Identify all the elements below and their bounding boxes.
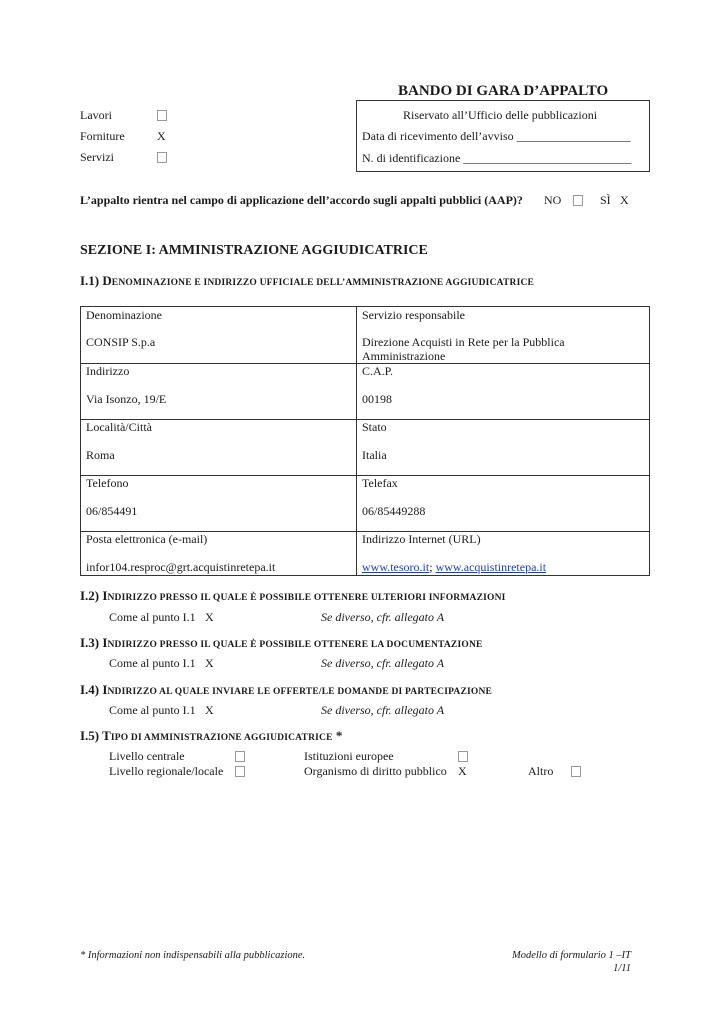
footer-note: * Informazioni non indispensabili alla pubblicazione. bbox=[80, 950, 306, 961]
i3-alternative-note: Se diverso, cfr. allegato A bbox=[321, 656, 445, 670]
subsection-heading-i2 bbox=[80, 588, 506, 604]
i5-title: IPO DI AMMINISTRAZIONE AGGIUDICATRICE bbox=[110, 733, 333, 743]
option-istituzioni-europee-label: Istituzioni europee bbox=[304, 749, 394, 763]
email-label: Posta elettronica (e-mail) bbox=[86, 532, 208, 546]
subsection-heading-i3 bbox=[80, 635, 483, 651]
form-model-label: Modello di formulario 1 –IT bbox=[511, 950, 631, 961]
indirizzo-label: Indirizzo bbox=[86, 364, 130, 378]
option-livello-regionale-label: Livello regionale/locale bbox=[109, 764, 224, 778]
i2-as-point-mark[interactable]: X bbox=[205, 610, 214, 624]
aap-question: L’appalto rientra nel campo di applicazione dell’accordo sugli appalti pubblici (AAP)? bbox=[80, 193, 523, 207]
checkbox-servizi[interactable] bbox=[157, 152, 167, 163]
i2-title: NDIRIZZO PRESSO IL QUALE È POSSIBILE OTTENERE ULTERIORI INFORMAZIONI bbox=[107, 593, 506, 603]
table-divider bbox=[356, 307, 357, 575]
checkbox-forniture-mark[interactable]: X bbox=[157, 129, 166, 143]
aap-no-checkbox[interactable] bbox=[573, 195, 583, 206]
servizio-label: Servizio responsabile bbox=[362, 308, 465, 322]
type-label-servizi: Servizi bbox=[80, 150, 114, 164]
stato-label: Stato bbox=[362, 420, 387, 434]
i3-title: NDIRIZZO PRESSO IL QUALE È POSSIBILE OTTENERE LA DOCUMENTAZIONE bbox=[107, 640, 483, 650]
i5-number: I.5) bbox=[80, 728, 103, 743]
receipt-date-field: Data di ricevimento dell’avviso ___________________ bbox=[362, 129, 631, 143]
page-number: 1/11 bbox=[613, 963, 631, 974]
subsection-heading-i4 bbox=[80, 682, 492, 698]
checkbox-organismo-mark[interactable]: X bbox=[458, 764, 467, 778]
i2-alternative-note: Se diverso, cfr. allegato A bbox=[321, 610, 445, 624]
telefax-label: Telefax bbox=[362, 476, 398, 490]
aap-no-label: NO bbox=[544, 193, 562, 207]
office-reserved-box bbox=[356, 100, 650, 172]
citta-value: Roma bbox=[86, 448, 115, 462]
i4-title: NDIRIZZO AL QUALE INVIARE LE OFFERTE/LE DOMANDE DI PARTECIPAZIONE bbox=[107, 687, 493, 697]
aap-si-label: SÌ bbox=[600, 193, 611, 207]
i4-alternative-note: Se diverso, cfr. allegato A bbox=[321, 703, 445, 717]
indirizzo-value: Via Isonzo, 19/E bbox=[86, 392, 167, 406]
url-label: Indirizzo Internet (URL) bbox=[362, 532, 481, 546]
checkbox-altro[interactable] bbox=[571, 766, 581, 777]
section-heading: SEZIONE I: AMMINISTRAZIONE AGGIUDICATRICE bbox=[80, 243, 428, 258]
i4-number: I.4) bbox=[80, 682, 103, 697]
checkbox-livello-regionale[interactable] bbox=[235, 766, 245, 777]
identification-number-field: N. di identificazione ____________________________ bbox=[362, 151, 632, 165]
i2-as-point-label: Come al punto I.1 bbox=[109, 610, 196, 624]
acquistinretepa-link[interactable]: www.acquistinretepa.it bbox=[435, 560, 547, 574]
checkbox-lavori[interactable] bbox=[157, 110, 167, 121]
checkbox-istituzioni-europee[interactable] bbox=[458, 751, 468, 762]
i2-number: I.2) bbox=[80, 588, 103, 603]
email-value: infor104.resproc@grt.acquistinretepa.it bbox=[86, 560, 276, 574]
type-label-forniture: Forniture bbox=[80, 129, 125, 143]
aap-si-mark[interactable]: X bbox=[620, 193, 629, 207]
tesoro-link[interactable]: www.tesoro.it bbox=[362, 560, 430, 574]
option-altro-label: Altro bbox=[528, 764, 554, 778]
cap-value: 00198 bbox=[362, 392, 392, 406]
telefono-value: 06/854491 bbox=[86, 504, 138, 518]
i4-initial: I bbox=[102, 682, 108, 697]
option-livello-centrale-label: Livello centrale bbox=[109, 749, 185, 763]
i1-number: I.1) bbox=[80, 273, 103, 288]
option-organismo-label: Organismo di diritto pubblico bbox=[304, 764, 447, 778]
subsection-heading-i1 bbox=[80, 273, 534, 289]
office-box-title: Riservato all’Ufficio delle pubblicazioni bbox=[403, 108, 598, 122]
telefax-value: 06/85449288 bbox=[362, 504, 426, 518]
i5-initial: T bbox=[102, 728, 111, 743]
checkbox-livello-centrale[interactable] bbox=[235, 751, 245, 762]
denominazione-label: Denominazione bbox=[86, 308, 162, 322]
i3-initial: I bbox=[102, 635, 108, 650]
page-title: BANDO DI GARA D’APPALTO bbox=[398, 83, 609, 99]
i3-as-point-label: Come al punto I.1 bbox=[109, 656, 196, 670]
telefono-label: Telefono bbox=[86, 476, 129, 490]
i3-as-point-mark[interactable]: X bbox=[205, 656, 214, 670]
i5-star: * bbox=[332, 728, 343, 743]
i4-as-point-label: Come al punto I.1 bbox=[109, 703, 196, 717]
type-label-lavori: Lavori bbox=[80, 108, 112, 122]
stato-value: Italia bbox=[362, 448, 387, 462]
subsection-heading-i5 bbox=[80, 728, 342, 744]
address-table bbox=[80, 306, 650, 576]
citta-label: Località/Città bbox=[86, 420, 152, 434]
cap-label: C.A.P. bbox=[362, 364, 394, 378]
i4-as-point-mark[interactable]: X bbox=[205, 703, 214, 717]
i2-initial: I bbox=[102, 588, 108, 603]
i1-initial: D bbox=[102, 273, 112, 288]
i3-number: I.3) bbox=[80, 635, 103, 650]
url-values bbox=[362, 560, 546, 575]
url-separator: ; bbox=[429, 560, 436, 574]
i1-title: ENOMINAZIONE E INDIRIZZO UFFICIALE DELL’AMMINISTRAZIONE AGGIUDICATRICE bbox=[111, 278, 535, 288]
denominazione-value: CONSIP S.p.a bbox=[86, 335, 156, 349]
servizio-value-line1: Direzione Acquisti in Rete per la Pubblica bbox=[362, 335, 565, 349]
servizio-value-line2: Amministrazione bbox=[362, 349, 446, 363]
